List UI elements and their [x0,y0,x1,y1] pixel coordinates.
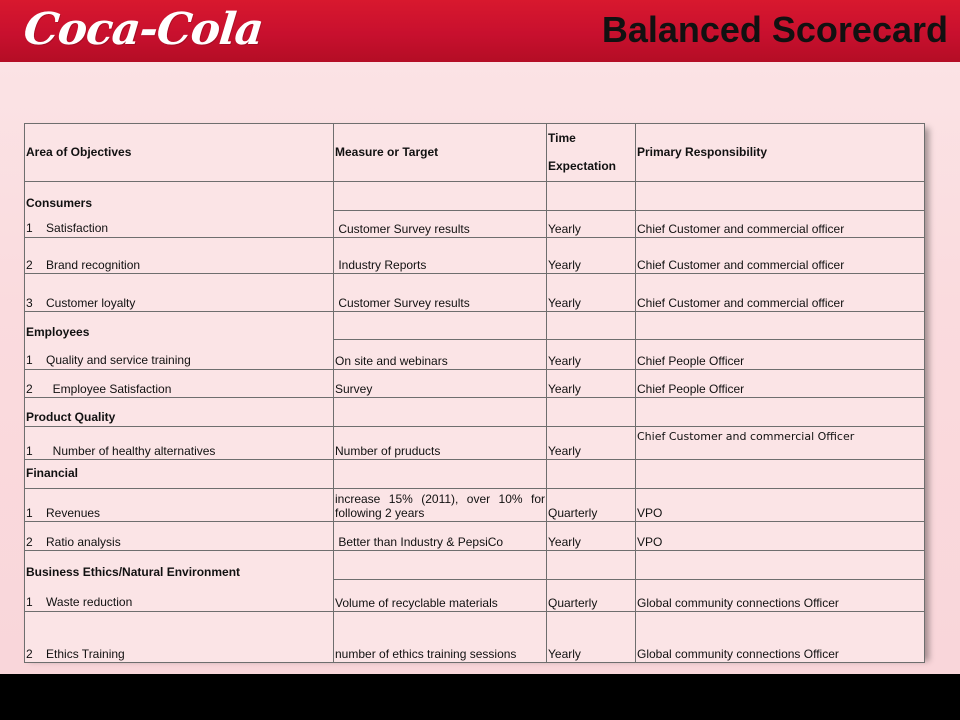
table-header-row [25,124,925,182]
time-cell: Yearly [547,274,636,312]
time-cell: Yearly [547,427,636,460]
table-row [25,238,925,274]
time-cell: Yearly [547,522,636,551]
responsibility-cell: Global community connections Officer [636,612,925,663]
page-title: Balanced Scorecard [601,9,948,50]
responsibility-cell: Chief Customer and commercial officer [636,274,925,312]
area-cell: 1 Number of healthy alternatives [25,427,334,460]
area-cell: 1 Quality and service training [26,353,191,367]
measure-cell: Customer Survey results [334,274,547,312]
time-header-line1: Time [548,131,576,145]
measure-cell: Customer Survey results [334,210,547,237]
time-cell: Yearly [547,612,636,663]
section-ethics: Business Ethics/Natural Environment [26,565,241,579]
table-row [25,427,925,460]
area-cell: 2 Ratio analysis [25,522,334,551]
area-cell: 3 Customer loyalty [25,274,334,312]
section-row [25,312,925,340]
measure-cell: Volume of recyclable materials [334,579,547,611]
area-cell: 1 Waste reduction [26,595,133,609]
measure-cell: Number of pruducts [334,427,547,460]
measure-cell: Industry Reports [334,238,547,274]
responsibility-cell: Global community connections Officer [636,579,925,611]
coca-cola-logo: Coca-Cola [21,4,266,55]
section-row [25,398,925,427]
measure-cell: increase 15% (2011), over 10% for following 2 years [334,489,547,522]
time-cell: Quarterly [547,489,636,522]
measure-cell: On site and webinars [334,340,547,370]
responsibility-cell: VPO [636,489,925,522]
area-cell: 2 Ethics Training [25,612,334,663]
responsibility-cell: Chief Customer and commercial officer [636,210,925,237]
column-header-area: Area of Objectives [25,124,334,182]
area-cell: 1 Revenues [25,489,334,522]
measure-cell: Survey [334,370,547,398]
responsibility-cell: VPO [636,522,925,551]
measure-cell: Better than Industry & PepsiCo [334,522,547,551]
responsibility-cell: Chief People Officer [636,340,925,370]
footer-bar [0,674,960,720]
responsibility-cell: Chief Customer and commercial Officer [636,427,925,460]
section-financial: Financial [25,460,334,489]
section-row [25,460,925,489]
table-row [25,274,925,312]
scorecard-table-container [24,123,924,661]
column-header-responsibility: Primary Responsibility [636,124,925,182]
time-cell: Yearly [547,340,636,370]
table-row [25,489,925,522]
area-cell: 1 Satisfaction [26,221,109,235]
time-cell: Yearly [547,238,636,274]
time-cell: Yearly [547,370,636,398]
table-row [25,612,925,663]
area-cell: 2 Brand recognition [25,238,334,274]
time-cell: Quarterly [547,579,636,611]
section-consumers: Consumers [26,196,93,210]
column-header-measure: Measure or Target [334,124,547,182]
scorecard-table [24,123,925,663]
area-cell: 2 Employee Satisfaction [25,370,334,398]
section-employees: Employees [26,325,90,339]
column-header-time [547,124,636,182]
responsibility-cell: Chief People Officer [636,370,925,398]
table-row [25,522,925,551]
header-bar [0,0,960,62]
time-cell: Yearly [547,210,636,237]
section-product-quality: Product Quality [25,398,334,427]
section-row [25,551,925,580]
responsibility-cell: Chief Customer and commercial officer [636,238,925,274]
section-row [25,182,925,211]
table-row [25,370,925,398]
time-header-line2: Expectation [548,159,617,173]
measure-cell: number of ethics training sessions [334,612,547,663]
